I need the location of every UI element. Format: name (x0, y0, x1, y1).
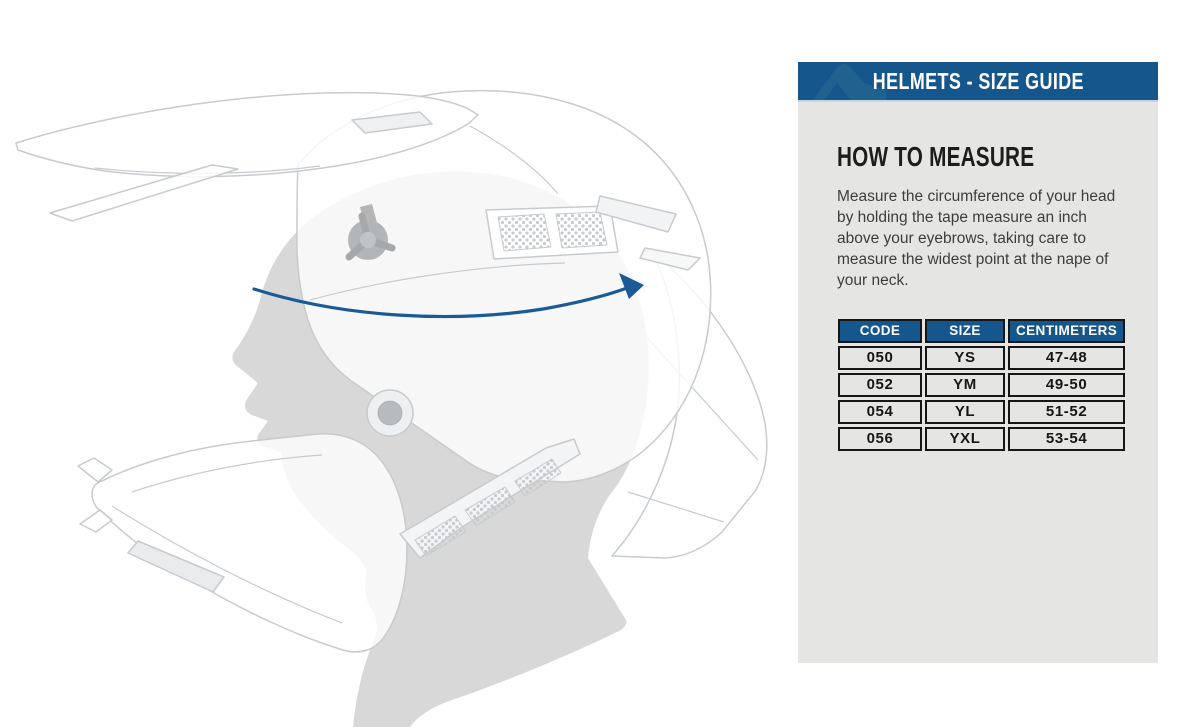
size-table-row (838, 373, 1125, 397)
size-table-cell-size: YM (925, 373, 1005, 397)
helmet-side-port (367, 390, 413, 436)
size-guide-panel (798, 62, 1158, 663)
size-table-row (838, 400, 1125, 424)
panel-header (798, 62, 1158, 102)
size-table-cell-centimeters: 51-52 (1008, 400, 1125, 424)
size-table-header-row (838, 319, 1125, 343)
panel-title: HELMETS - SIZE GUIDE (872, 67, 1084, 94)
size-table-cell-code: 050 (838, 346, 922, 370)
size-table-row (838, 346, 1125, 370)
size-table-header-centimeters: CENTIMETERS (1008, 319, 1125, 343)
size-table-cell-code: 054 (838, 400, 922, 424)
size-table-cell-code: 052 (838, 373, 922, 397)
size-table (835, 316, 1128, 454)
size-table-cell-size: YXL (925, 427, 1005, 451)
size-table-cell-centimeters: 49-50 (1008, 373, 1125, 397)
size-table-row (838, 427, 1125, 451)
size-table-cell-centimeters: 47-48 (1008, 346, 1125, 370)
how-to-measure-heading: HOW TO MEASURE (837, 141, 1035, 172)
size-table-header-code: CODE (838, 319, 922, 343)
size-table-cell-size: YL (925, 400, 1005, 424)
size-table-cell-size: YS (925, 346, 1005, 370)
size-table-cell-centimeters: 53-54 (1008, 427, 1125, 451)
size-table-cell-code: 056 (838, 427, 922, 451)
helmet-outline (16, 91, 767, 652)
size-table-header-size: SIZE (925, 319, 1005, 343)
panel-body (798, 102, 1158, 454)
how-to-measure-text: Measure the circumference of your head by holding the tape measure an inch above your eyebrows, taking care to measure the widest point at the nape of your neck. (837, 188, 1116, 289)
